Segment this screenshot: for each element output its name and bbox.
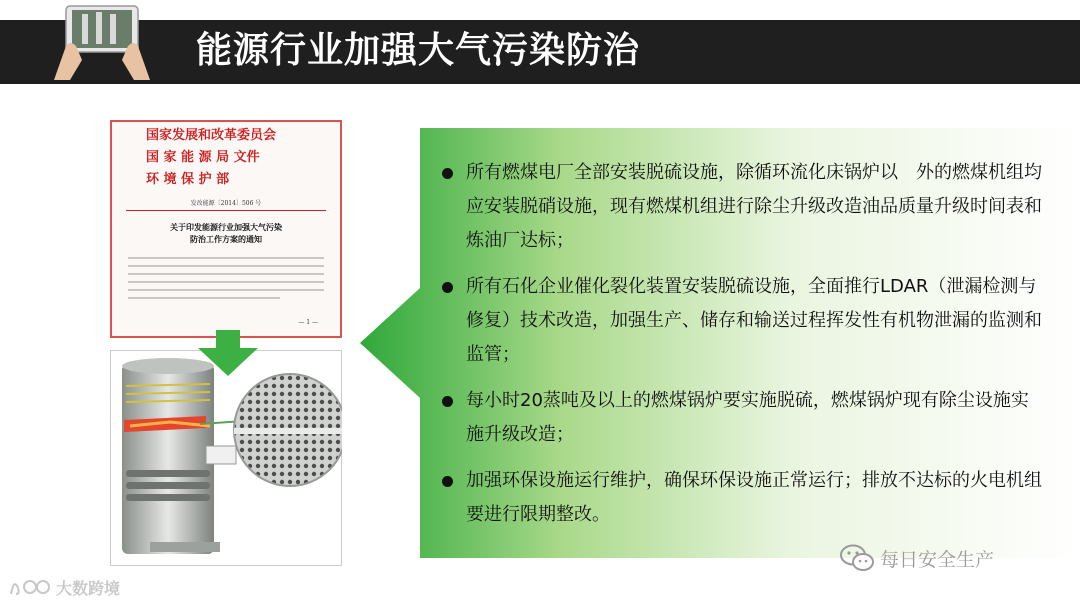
doc-title-1: 关于印发能源行业加强大气污染 bbox=[170, 222, 282, 232]
bullet-text-4: 加强环保设施运行维护，确保环保设施正常运行；排放不达标的火电机组要进行限期整改。 bbox=[466, 470, 1042, 525]
bullet-dot bbox=[442, 168, 453, 179]
bullet-item-4 bbox=[442, 464, 1042, 532]
doc-issuer-2: 国 家 能 源 局 文件 bbox=[146, 150, 260, 165]
bullet-dot bbox=[442, 282, 453, 293]
bullet-text-1: 所有燃煤电厂全部安装脱硫设施，除循环流化床锅炉以 外的燃煤机组均应安装脱硝设施，现有燃煤机组进行除尘升级改造油品质量升级时间表和炼油厂达标； bbox=[466, 162, 1042, 251]
bullet-dot bbox=[442, 476, 453, 487]
wechat-account-name: 每日安全生产 bbox=[880, 548, 995, 571]
bullet-list bbox=[442, 156, 1042, 544]
bullet-item-1 bbox=[442, 156, 1042, 258]
doc-title-2: 防治工作方案的通知 bbox=[190, 234, 262, 244]
wechat-watermark bbox=[840, 543, 994, 573]
tablet-hands-icon bbox=[52, 0, 152, 80]
bullet-dot bbox=[442, 396, 453, 407]
wechat-icon bbox=[840, 544, 874, 572]
doc-red-rule bbox=[126, 210, 326, 211]
bullet-text-3: 每小时20蒸吨及以上的燃煤锅炉要实施脱硫，燃煤锅炉现有除尘设施实施升级改造； bbox=[466, 390, 1029, 445]
doc-issuer-3: 环 境 保 护 部 bbox=[146, 172, 230, 187]
slide-title: 能源行业加强大气污染防治 bbox=[196, 30, 641, 71]
doc-number: 发改能源〔2014〕506 号 bbox=[190, 200, 262, 207]
source-watermark bbox=[8, 574, 120, 600]
doc-page-mark: — 1 — bbox=[298, 319, 318, 326]
doc-text-line bbox=[128, 297, 280, 299]
policy-document-image bbox=[110, 120, 342, 338]
doc-text-line bbox=[128, 281, 324, 283]
bullet-text-2: 所有石化企业催化裂化装置安装脱硫设施，全面推行LDAR（泄漏检测与修复）技术改造，加强生产、储存和输送过程挥发性有机物泄漏的监测和监管； bbox=[466, 276, 1042, 365]
doc-text-line bbox=[128, 289, 324, 291]
bullet-item-3 bbox=[442, 384, 1042, 452]
doc-issuer-1: 国家发展和改革委员会 bbox=[146, 128, 277, 143]
logo-icon bbox=[8, 576, 52, 598]
doc-text-line bbox=[128, 265, 324, 267]
source-watermark-text: 大数跨境 bbox=[56, 578, 121, 598]
doc-text-line bbox=[128, 257, 324, 259]
down-arrow-icon bbox=[196, 330, 260, 376]
bullet-item-2 bbox=[442, 270, 1042, 372]
desulfurization-tower-image bbox=[110, 350, 342, 566]
doc-text-line bbox=[128, 273, 324, 275]
